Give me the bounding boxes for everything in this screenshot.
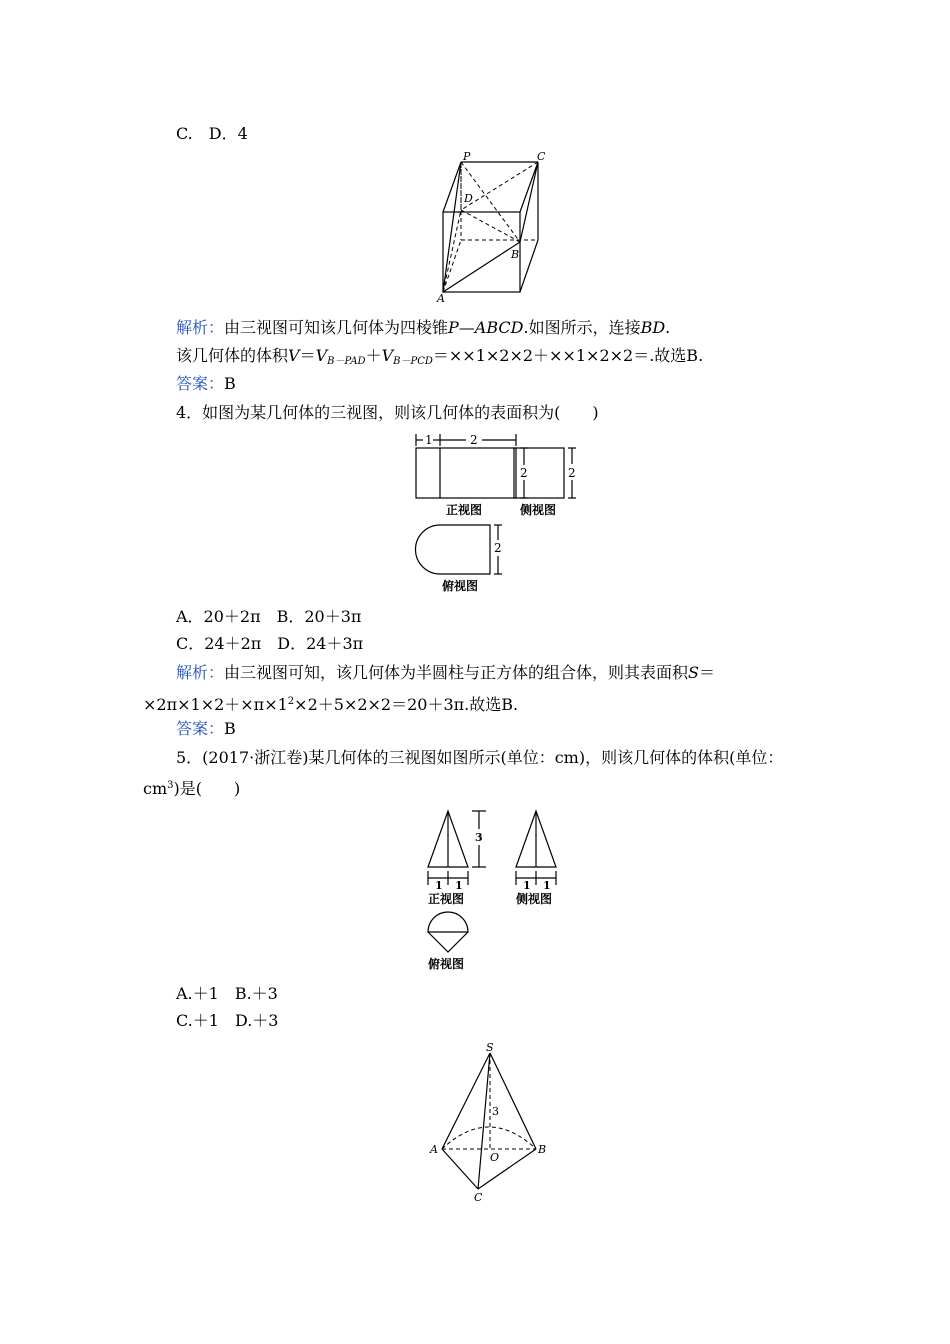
- q3-label-c: C: [537, 150, 546, 163]
- q3-label-b: B: [511, 248, 520, 261]
- q5-unit-exponent: 3: [167, 780, 174, 791]
- q4-answer: [176, 719, 236, 739]
- q3-v-bpad: V: [315, 346, 328, 365]
- q5-front-caption: 正视图: [428, 892, 465, 906]
- q3-answer-label: 答案：: [176, 374, 225, 393]
- q5-stem-line1: 5．(2017·浙江卷)某几何体的三视图如图所示(单位：cm)，则该几何体的体积(单位：: [176, 748, 784, 767]
- q3-label-p: P: [463, 150, 471, 163]
- q4-front-view-labels: [410, 430, 540, 520]
- q5-side-dim-right: 1: [543, 879, 551, 892]
- q5-front-dim-left: 1: [435, 879, 443, 892]
- q4-analysis-line2: [143, 692, 518, 715]
- q5-option-ab: A.＋1 B.＋3: [176, 984, 278, 1003]
- q4-top-height-label: 2: [494, 541, 502, 555]
- q3-plus: ＋: [365, 346, 382, 365]
- q5-front-dim-right: 1: [455, 879, 463, 892]
- q5-label-height: 3: [492, 1105, 499, 1118]
- q3-volume-result: ＝××1×2×2＋××1×2×2＝.故选B.: [432, 346, 704, 365]
- q3-label-d: D: [464, 192, 473, 205]
- q4-stem: 4．如图为某几何体的三视图，则该几何体的表面积为( ): [176, 403, 599, 422]
- q5-side-dim-left: 1: [523, 879, 531, 892]
- q3-sub-bpcd: B－PCD: [393, 356, 433, 367]
- q3-answer-value: B: [224, 374, 236, 393]
- q5-label-a: A: [430, 1143, 438, 1156]
- q5-front-view: [422, 805, 502, 915]
- q3-v-bpcd: V: [381, 346, 394, 365]
- q4-front-height-label: 2: [520, 466, 528, 480]
- q5-height-label: 3: [475, 831, 483, 844]
- q3-analysis-line1: [176, 318, 670, 338]
- q3-equals: ＝: [299, 346, 316, 365]
- q3-analysis-pyramid-name: P—ABCD: [448, 318, 524, 337]
- q3-volume-symbol: V: [288, 346, 300, 365]
- q4-dim-1: 1: [425, 433, 433, 447]
- q4-option-ab: A．20＋2π B．20＋3π: [176, 607, 362, 626]
- q4-side-height-label: 2: [568, 466, 576, 480]
- q5-side-view: [510, 805, 570, 915]
- q4-side-caption: 侧视图: [520, 503, 557, 517]
- q4-top-caption: 俯视图: [442, 579, 479, 593]
- q3-answer: [176, 374, 236, 394]
- q3-analysis-segment-bd: BD: [640, 318, 666, 337]
- q5-label-b: B: [538, 1143, 547, 1156]
- q4-area-symbol: S: [688, 663, 699, 682]
- q5-label-o: O: [490, 1151, 500, 1164]
- q3-option-cd: C. D．4: [176, 124, 248, 143]
- q5-solid-figure: [428, 1043, 558, 1208]
- q4-front-caption: 正视图: [446, 503, 483, 517]
- q5-side-caption: 侧视图: [516, 892, 553, 906]
- q4-analysis-label: 解析：: [176, 663, 225, 682]
- q3-analysis-text-c: .如图所示，连接: [523, 318, 641, 337]
- q3-pyramid-cube-figure: [433, 150, 573, 305]
- q5-label-c: C: [474, 1191, 483, 1204]
- q3-label-a: A: [437, 292, 445, 305]
- q4-option-cd: C．24＋2π D．24＋3π: [176, 634, 364, 653]
- q4-analysis-line1: [176, 663, 715, 683]
- q5-label-s: S: [486, 1041, 494, 1054]
- q5-top-caption: 俯视图: [428, 957, 465, 971]
- q5-option-cd: C.＋1 D.＋3: [176, 1011, 279, 1030]
- q5-top-view: [420, 910, 480, 980]
- q4-answer-value: B: [224, 719, 236, 738]
- q4-analysis-text: 由三视图可知，该几何体为半圆柱与正方体的组合体，则其表面积: [224, 663, 689, 682]
- q5-stem-tail: )是( ): [173, 779, 241, 798]
- q3-analysis-text-e: .: [665, 318, 671, 337]
- q3-analysis-label: 解析：: [176, 318, 225, 337]
- q3-volume-text: 该几何体的体积: [176, 346, 289, 365]
- q5-stem-line2: [143, 776, 240, 799]
- q4-dim-2: 2: [470, 433, 478, 447]
- q4-answer-label: 答案：: [176, 719, 225, 738]
- q4-area-exponent: 2: [287, 696, 295, 707]
- q4-equals: ＝: [699, 663, 716, 682]
- q5-unit-cm: cm: [143, 779, 168, 798]
- q3-analysis-line2: [176, 346, 703, 372]
- q3-analysis-text-a: 由三视图可知该几何体为四棱锥: [224, 318, 449, 337]
- q3-sub-bpad: B－PAD: [327, 356, 366, 367]
- q4-top-view: [412, 522, 522, 597]
- q4-area-expr-b: ×2＋5×2×2＝20＋3π.故选B.: [294, 695, 519, 714]
- q4-area-expr-a: ×2π×1×2＋×π×1: [143, 695, 288, 714]
